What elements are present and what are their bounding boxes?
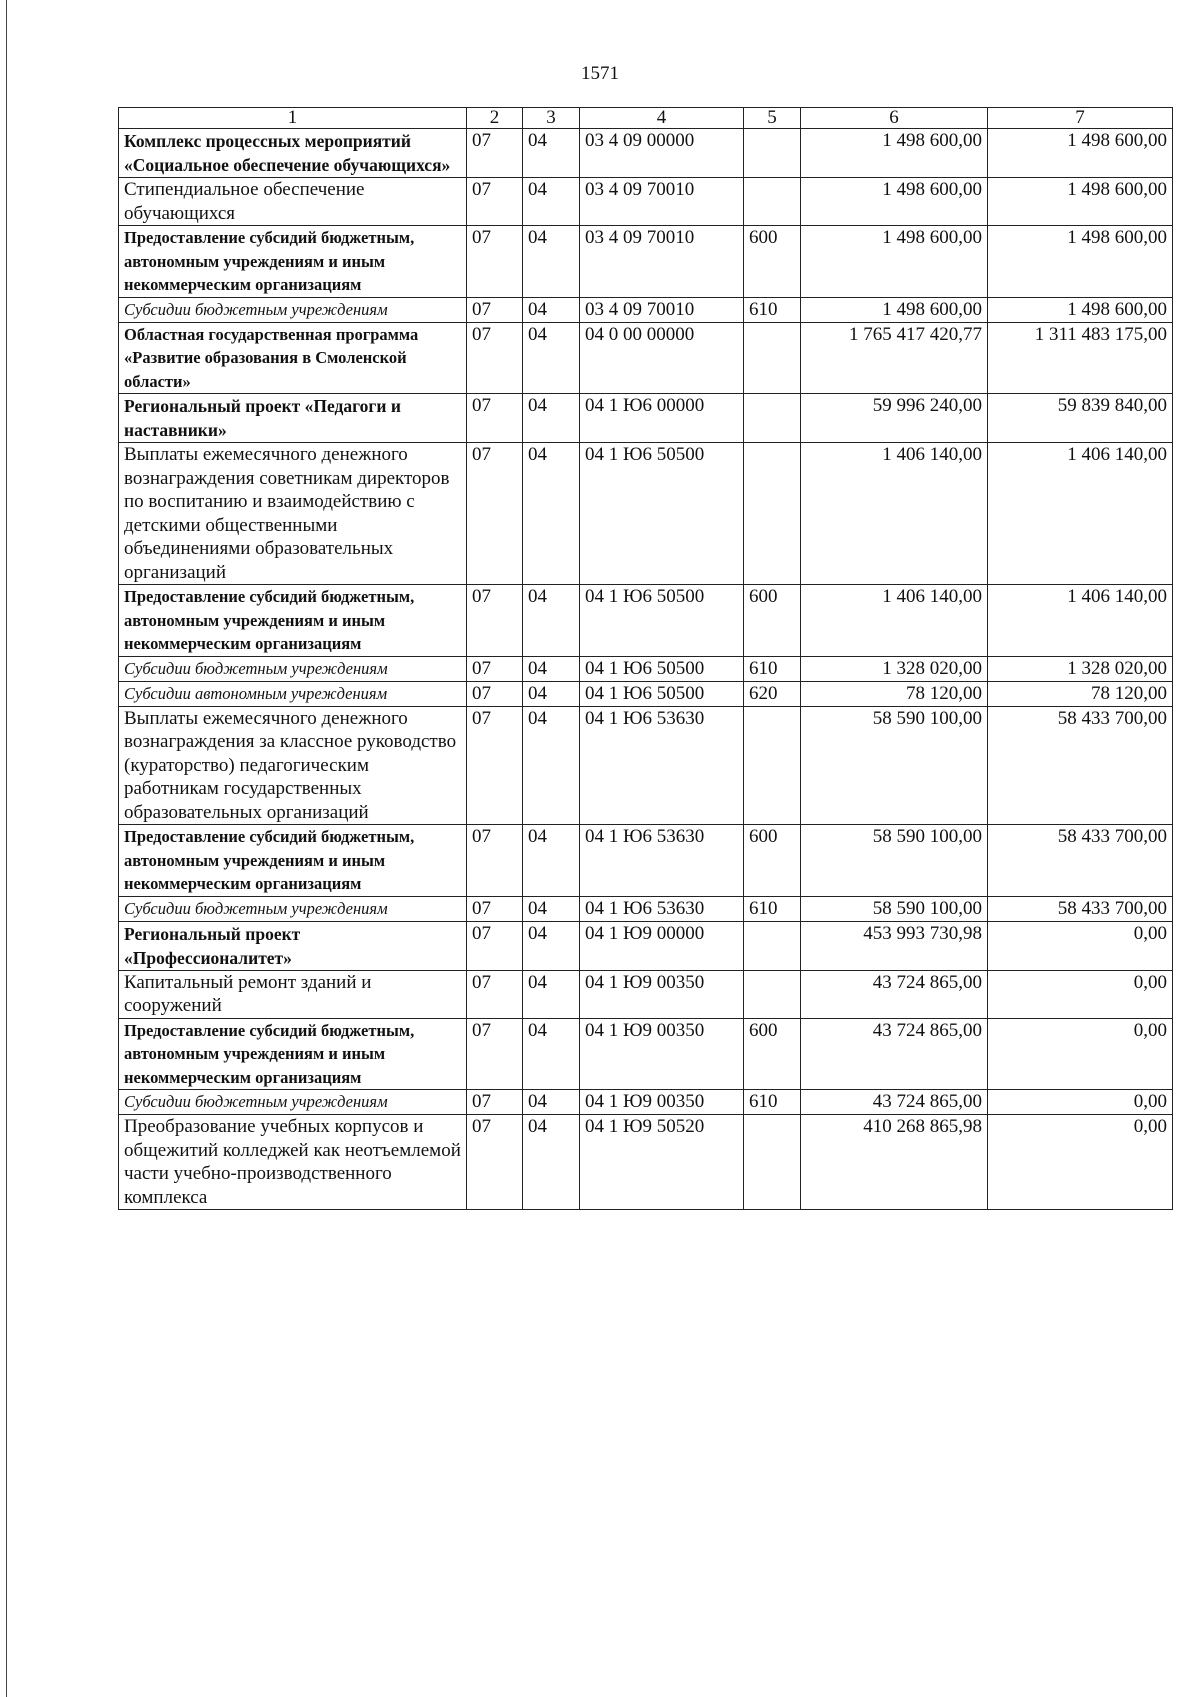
section-code-cell: 07 [467, 178, 523, 226]
subsection-code-cell: 04 [523, 129, 580, 178]
expense-type-cell [744, 394, 801, 443]
amount-year1-cell: 78 120,00 [801, 681, 988, 706]
amount-year1-cell: 58 590 100,00 [801, 706, 988, 825]
target-article-cell: 04 1 Ю6 53630 [580, 825, 744, 897]
target-article-cell: 04 1 Ю9 00350 [580, 970, 744, 1018]
table-row [119, 681, 1173, 706]
section-code-cell: 07 [467, 825, 523, 897]
expense-type-cell: 600 [744, 1018, 801, 1090]
column-header: 4 [580, 108, 744, 129]
target-article-cell: 04 1 Ю6 50500 [580, 585, 744, 657]
section-code-cell: 07 [467, 921, 523, 970]
amount-year1-cell: 1 498 600,00 [801, 129, 988, 178]
table-row [119, 825, 1173, 897]
amount-year1-cell: 43 724 865,00 [801, 1018, 988, 1090]
section-code-cell: 07 [467, 896, 523, 921]
section-code-cell: 07 [467, 1090, 523, 1115]
target-article-cell: 04 1 Ю6 00000 [580, 394, 744, 443]
expense-type-cell [744, 706, 801, 825]
table-row [119, 656, 1173, 681]
target-article-cell: 04 1 Ю9 50520 [580, 1115, 744, 1210]
item-name-cell: Субсидии бюджетным учреждениям [119, 1090, 467, 1115]
target-article-cell: 04 1 Ю9 00350 [580, 1018, 744, 1090]
expense-type-cell [744, 1115, 801, 1210]
amount-year2-cell: 59 839 840,00 [988, 394, 1173, 443]
amount-year2-cell: 58 433 700,00 [988, 825, 1173, 897]
column-header: 2 [467, 108, 523, 129]
expense-type-cell [744, 921, 801, 970]
item-name-cell: Субсидии бюджетным учреждениям [119, 297, 467, 322]
subsection-code-cell: 04 [523, 1090, 580, 1115]
item-name-cell: Стипендиальное обеспечение обучающихся [119, 178, 467, 226]
table-row [119, 443, 1173, 585]
target-article-cell: 04 1 Ю9 00350 [580, 1090, 744, 1115]
amount-year1-cell: 1 406 140,00 [801, 443, 988, 585]
amount-year1-cell: 1 498 600,00 [801, 297, 988, 322]
item-name-cell: Субсидии бюджетным учреждениям [119, 656, 467, 681]
subsection-code-cell: 04 [523, 825, 580, 897]
target-article-cell: 04 1 Ю6 50500 [580, 443, 744, 585]
item-name-cell: Предоставление субсидий бюджетным, автономным учреждениям и иным некоммерческим организациям [119, 585, 467, 657]
amount-year1-cell: 43 724 865,00 [801, 970, 988, 1018]
section-code-cell: 07 [467, 681, 523, 706]
subsection-code-cell: 04 [523, 443, 580, 585]
item-name-cell: Региональный проект «Профессионалитет» [119, 921, 467, 970]
table-row [119, 226, 1173, 298]
expense-type-cell: 620 [744, 681, 801, 706]
subsection-code-cell: 04 [523, 297, 580, 322]
subsection-code-cell: 04 [523, 226, 580, 298]
amount-year2-cell: 1 498 600,00 [988, 297, 1173, 322]
column-header: 1 [119, 108, 467, 129]
subsection-code-cell: 04 [523, 970, 580, 1018]
expense-type-cell: 610 [744, 656, 801, 681]
expense-type-cell [744, 443, 801, 585]
subsection-code-cell: 04 [523, 178, 580, 226]
amount-year2-cell: 58 433 700,00 [988, 896, 1173, 921]
table-row [119, 585, 1173, 657]
table-row [119, 706, 1173, 825]
target-article-cell: 04 0 00 00000 [580, 322, 744, 394]
amount-year1-cell: 59 996 240,00 [801, 394, 988, 443]
amount-year1-cell: 1 765 417 420,77 [801, 322, 988, 394]
table-header-row [119, 108, 1173, 129]
subsection-code-cell: 04 [523, 896, 580, 921]
budget-table [118, 107, 1173, 1210]
target-article-cell: 04 1 Ю9 00000 [580, 921, 744, 970]
section-code-cell: 07 [467, 226, 523, 298]
target-article-cell: 03 4 09 70010 [580, 297, 744, 322]
amount-year1-cell: 1 498 600,00 [801, 178, 988, 226]
amount-year1-cell: 43 724 865,00 [801, 1090, 988, 1115]
amount-year2-cell: 1 406 140,00 [988, 585, 1173, 657]
item-name-cell: Субсидии автономным учреждениям [119, 681, 467, 706]
section-code-cell: 07 [467, 322, 523, 394]
target-article-cell: 03 4 09 70010 [580, 226, 744, 298]
target-article-cell: 04 1 Ю6 53630 [580, 896, 744, 921]
expense-type-cell: 610 [744, 1090, 801, 1115]
section-code-cell: 07 [467, 443, 523, 585]
table-row [119, 970, 1173, 1018]
expense-type-cell: 610 [744, 896, 801, 921]
item-name-cell: Областная государственная программа «Развитие образования в Смоленской области» [119, 322, 467, 394]
expense-type-cell: 600 [744, 226, 801, 298]
target-article-cell: 03 4 09 70010 [580, 178, 744, 226]
section-code-cell: 07 [467, 706, 523, 825]
expense-type-cell: 610 [744, 297, 801, 322]
subsection-code-cell: 04 [523, 706, 580, 825]
expense-type-cell: 600 [744, 825, 801, 897]
expense-type-cell: 600 [744, 585, 801, 657]
table-row [119, 1018, 1173, 1090]
item-name-cell: Выплаты ежемесячного денежного вознаграждения за классное руководство (кураторство) педагогическим работникам государственных образовательных организаций [119, 706, 467, 825]
amount-year1-cell: 58 590 100,00 [801, 896, 988, 921]
amount-year1-cell: 1 328 020,00 [801, 656, 988, 681]
expense-type-cell [744, 322, 801, 394]
section-code-cell: 07 [467, 394, 523, 443]
amount-year1-cell: 1 498 600,00 [801, 226, 988, 298]
amount-year2-cell: 1 498 600,00 [988, 129, 1173, 178]
expense-type-cell [744, 178, 801, 226]
amount-year2-cell: 0,00 [988, 1090, 1173, 1115]
amount-year1-cell: 453 993 730,98 [801, 921, 988, 970]
item-name-cell: Региональный проект «Педагоги и наставники» [119, 394, 467, 443]
amount-year1-cell: 58 590 100,00 [801, 825, 988, 897]
amount-year2-cell: 1 406 140,00 [988, 443, 1173, 585]
amount-year2-cell: 1 311 483 175,00 [988, 322, 1173, 394]
item-name-cell: Капитальный ремонт зданий и сооружений [119, 970, 467, 1018]
amount-year2-cell: 0,00 [988, 970, 1173, 1018]
subsection-code-cell: 04 [523, 394, 580, 443]
amount-year2-cell: 0,00 [988, 921, 1173, 970]
table-row [119, 896, 1173, 921]
table-row [119, 129, 1173, 178]
section-code-cell: 07 [467, 1018, 523, 1090]
table-body [119, 129, 1173, 1210]
table-row [119, 297, 1173, 322]
amount-year2-cell: 0,00 [988, 1018, 1173, 1090]
subsection-code-cell: 04 [523, 656, 580, 681]
subsection-code-cell: 04 [523, 681, 580, 706]
expense-type-cell [744, 129, 801, 178]
subsection-code-cell: 04 [523, 585, 580, 657]
target-article-cell: 03 4 09 00000 [580, 129, 744, 178]
column-header: 5 [744, 108, 801, 129]
section-code-cell: 07 [467, 656, 523, 681]
amount-year2-cell: 1 328 020,00 [988, 656, 1173, 681]
item-name-cell: Субсидии бюджетным учреждениям [119, 896, 467, 921]
target-article-cell: 04 1 Ю6 50500 [580, 681, 744, 706]
subsection-code-cell: 04 [523, 921, 580, 970]
item-name-cell: Предоставление субсидий бюджетным, автономным учреждениям и иным некоммерческим организациям [119, 226, 467, 298]
amount-year2-cell: 1 498 600,00 [988, 226, 1173, 298]
subsection-code-cell: 04 [523, 1115, 580, 1210]
subsection-code-cell: 04 [523, 322, 580, 394]
column-header: 7 [988, 108, 1173, 129]
table-row [119, 1090, 1173, 1115]
amount-year2-cell: 0,00 [988, 1115, 1173, 1210]
section-code-cell: 07 [467, 1115, 523, 1210]
amount-year2-cell: 78 120,00 [988, 681, 1173, 706]
target-article-cell: 04 1 Ю6 53630 [580, 706, 744, 825]
section-code-cell: 07 [467, 129, 523, 178]
table-row [119, 178, 1173, 226]
scan-edge-line [6, 0, 7, 1697]
item-name-cell: Предоставление субсидий бюджетным, автономным учреждениям и иным некоммерческим организациям [119, 1018, 467, 1090]
table-row [119, 322, 1173, 394]
expense-type-cell [744, 970, 801, 1018]
amount-year1-cell: 1 406 140,00 [801, 585, 988, 657]
item-name-cell: Преобразование учебных корпусов и общежитий колледжей как неотъемлемой части учебно-производственного комплекса [119, 1115, 467, 1210]
table-row [119, 921, 1173, 970]
column-header: 6 [801, 108, 988, 129]
table-row [119, 1115, 1173, 1210]
table-row [119, 394, 1173, 443]
item-name-cell: Выплаты ежемесячного денежного вознаграждения советникам директоров по воспитанию и взаимодействию с детскими общественными объединениями образовательных организаций [119, 443, 467, 585]
subsection-code-cell: 04 [523, 1018, 580, 1090]
item-name-cell: Предоставление субсидий бюджетным, автономным учреждениям и иным некоммерческим организациям [119, 825, 467, 897]
target-article-cell: 04 1 Ю6 50500 [580, 656, 744, 681]
amount-year2-cell: 1 498 600,00 [988, 178, 1173, 226]
section-code-cell: 07 [467, 297, 523, 322]
amount-year2-cell: 58 433 700,00 [988, 706, 1173, 825]
section-code-cell: 07 [467, 585, 523, 657]
amount-year1-cell: 410 268 865,98 [801, 1115, 988, 1210]
page-number: 1571 [581, 63, 619, 84]
item-name-cell: Комплекс процессных мероприятий «Социальное обеспечение обучающихся» [119, 129, 467, 178]
section-code-cell: 07 [467, 970, 523, 1018]
column-header: 3 [523, 108, 580, 129]
